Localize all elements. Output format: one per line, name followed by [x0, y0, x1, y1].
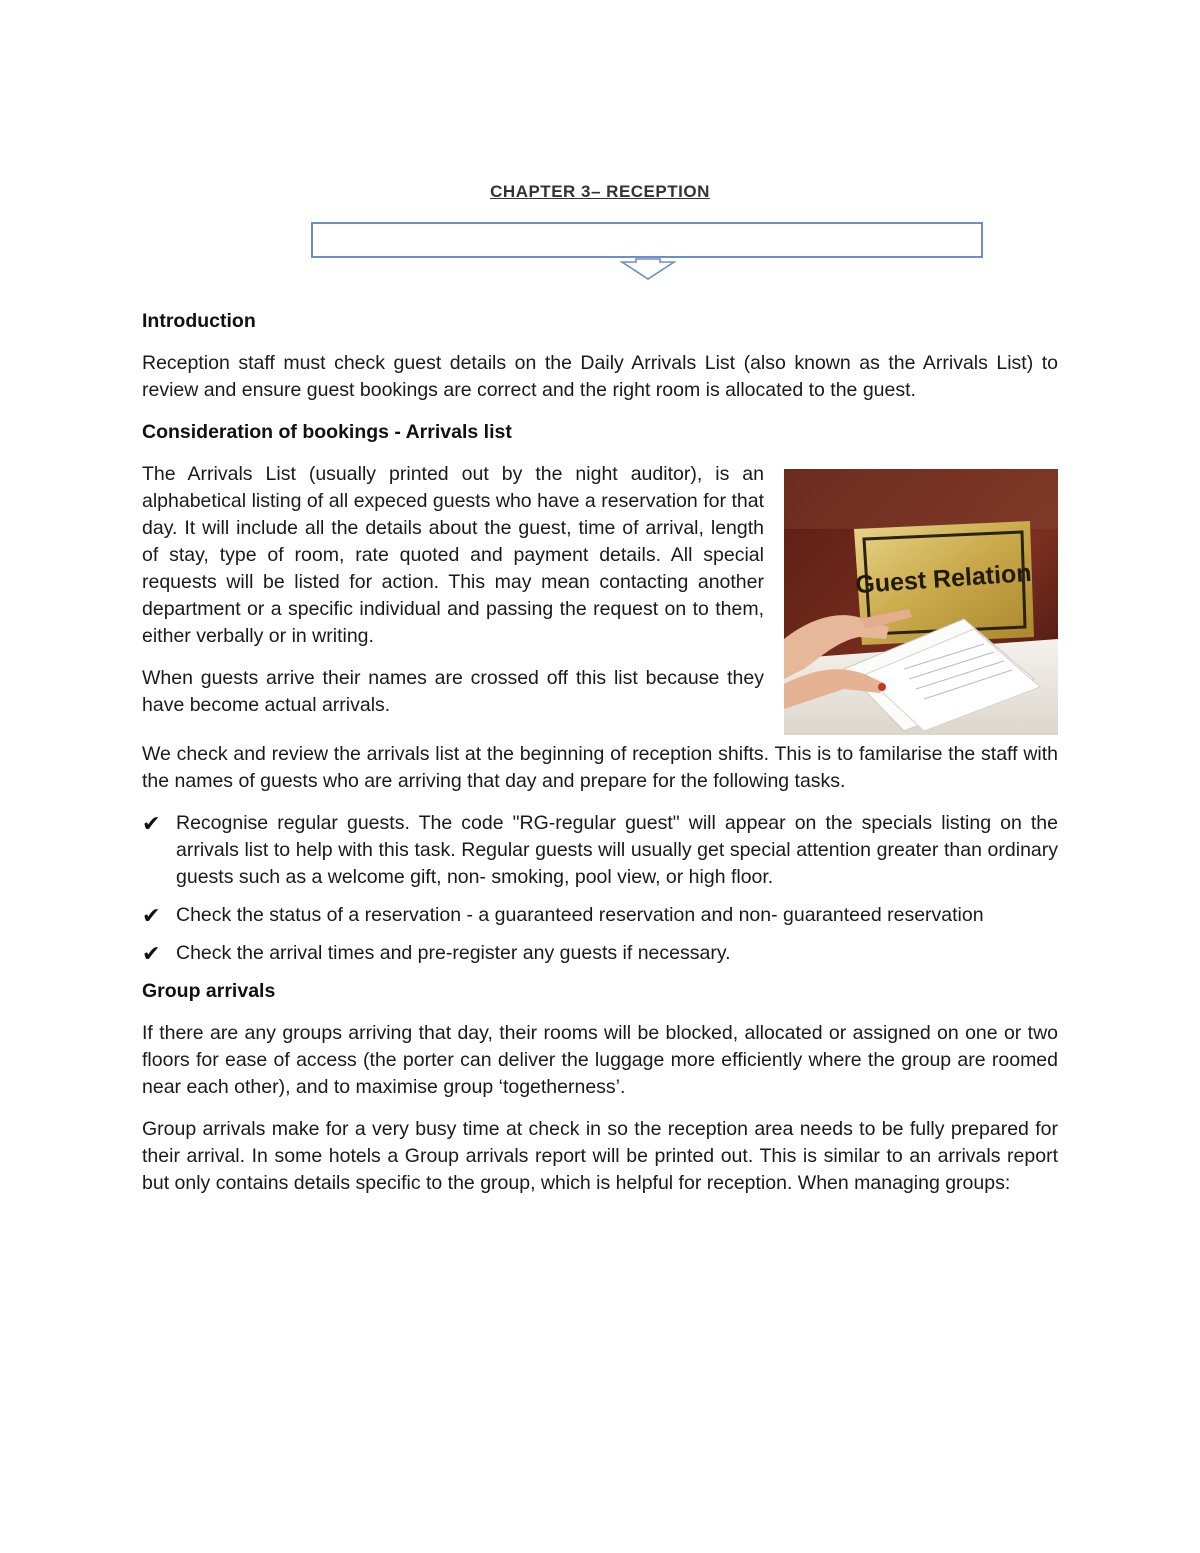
- sign-text: Guest Relation: [854, 558, 1033, 600]
- introduction-paragraph: Reception staff must check guest details on the Daily Arrivals List (also known as the Arrivals List) to review and ensure guest bookings are correct and the right room is allocated to the guest.: [142, 352, 1058, 401]
- group-arrivals-paragraph-1: If there are any groups arriving that day, their rooms will be blocked, allocated or assigned on one or two floors for ease of access (the porter can deliver the luggage more efficiently where the group are roomed near each other), and to maximise group ‘togetherness’.: [142, 1022, 1058, 1098]
- task-checklist: [142, 810, 1058, 967]
- arrivals-list-paragraph-2: When guests arrive their names are crossed off this list because they have become actual arrivals.: [142, 667, 764, 716]
- list-item: [142, 940, 1058, 967]
- arrivals-list-heading: Consideration of bookings - Arrivals list: [142, 421, 512, 443]
- checkmark-icon: ✔: [142, 941, 161, 966]
- document-body: [142, 308, 1058, 1212]
- title-banner-box: [311, 222, 983, 258]
- guest-relation-photo: [784, 469, 1058, 735]
- list-item: [142, 902, 1058, 929]
- arrivals-list-paragraph-1: The Arrivals List (usually printed out by the night auditor), is an alphabetical listing of all expeced guests who have a reservation for that day. It will include all the details about the guest, time of arrival, length of stay, type of room, rate quoted and payment details. All special requests will be listed for action. This may mean contacting another department or a specific individual and passing the request on to them, either verbally or in writing.: [142, 463, 764, 647]
- task-text: Check the status of a reservation - a guaranteed reservation and non- guaranteed reservation: [176, 904, 984, 926]
- group-arrivals-heading: Group arrivals: [142, 980, 276, 1002]
- group-arrivals-paragraph-2: Group arrivals make for a very busy time at check in so the reception area needs to be fully prepared for their arrival. In some hotels a Group arrivals report will be printed out. This is similar to an arrivals report but only contains details specific to the group, which is helpful for reception. When managing groups:: [142, 1118, 1058, 1194]
- list-item: [142, 810, 1058, 891]
- checkmark-icon: ✔: [142, 811, 161, 836]
- arrivals-list-paragraph-3: We check and review the arrivals list at the beginning of reception shifts. This is to familarise the staff with the names of guests who are arriving that day and prepare for the following tasks.: [142, 743, 1058, 792]
- task-text: Check the arrival times and pre-register any guests if necessary.: [176, 942, 731, 964]
- checkmark-icon: ✔: [142, 903, 161, 928]
- introduction-heading: Introduction: [142, 310, 256, 332]
- down-arrow-icon: [618, 258, 678, 282]
- guest-relation-image: [784, 469, 1058, 735]
- arrivals-section: [142, 461, 1058, 741]
- task-text: Recognise regular guests. The code "RG-regular guest" will appear on the specials listing on the arrivals list to help with this task. Regular guests will usually get special attention greater than ordinary guests such as a welcome gift, non- smoking, pool view, or high floor.: [176, 812, 1058, 888]
- chapter-title: CHAPTER 3– RECEPTION: [490, 182, 710, 201]
